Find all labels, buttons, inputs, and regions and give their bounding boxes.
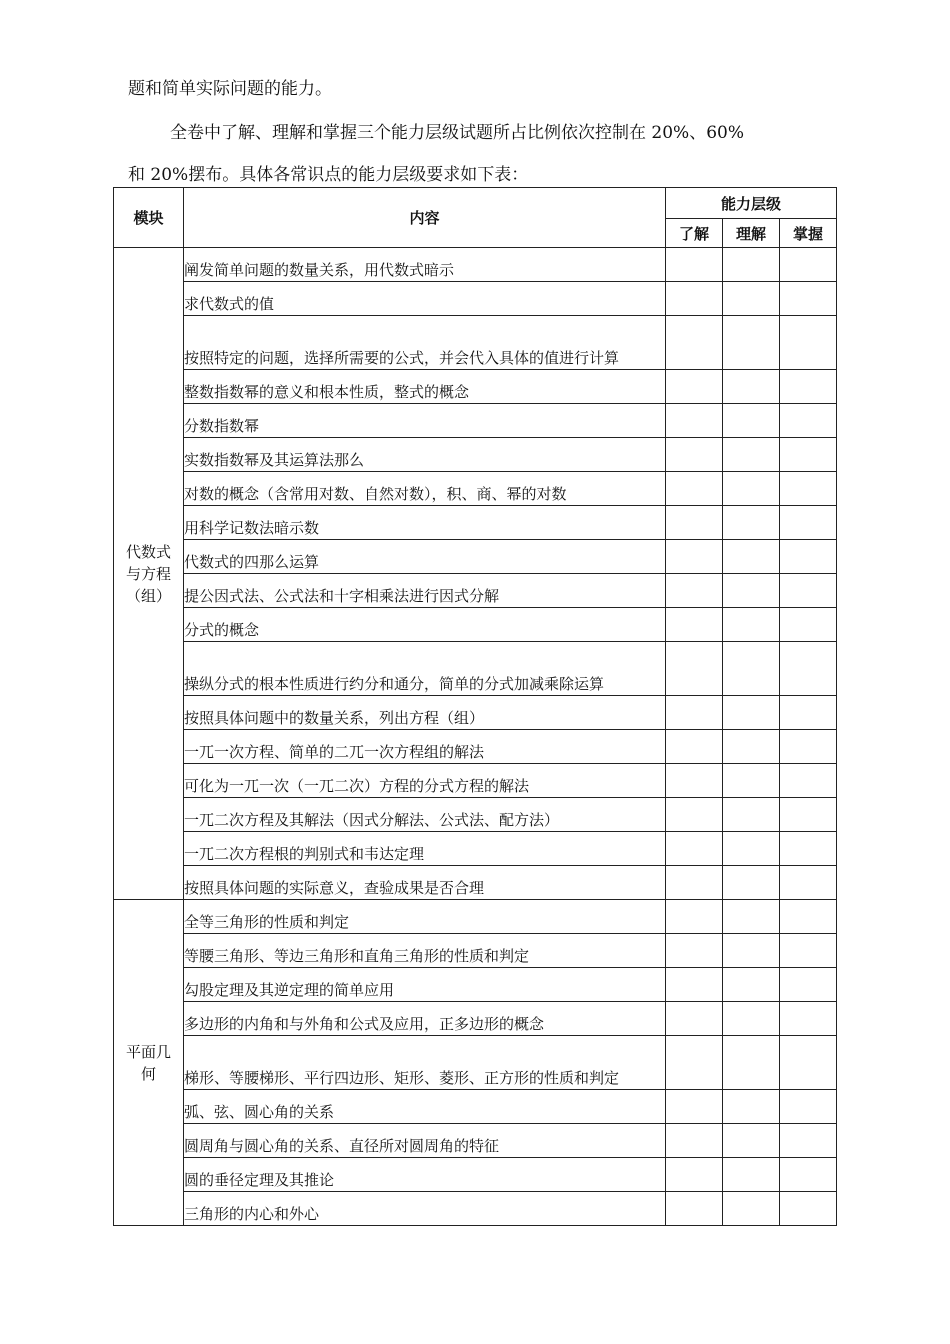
content-cell: 提公因式法、公式法和十字相乘法进行因式分解 (184, 574, 666, 608)
table-row (114, 642, 837, 696)
level-cell-comprehend[interactable] (723, 934, 780, 968)
content-cell: 一兀一次方程、简单的二兀一次方程组的解法 (184, 730, 666, 764)
level-cell-understand[interactable] (666, 1124, 723, 1158)
level-cell-understand[interactable] (666, 696, 723, 730)
level-cell-comprehend[interactable] (723, 282, 780, 316)
table-row (114, 1036, 837, 1090)
table-row (114, 506, 837, 540)
table-row (114, 1090, 837, 1124)
paragraph-ratio: 全卷中了解、理解和掌握三个能力层级试题所占比例依次控制在 20%、60% (170, 123, 744, 143)
level-cell-understand[interactable] (666, 608, 723, 642)
content-cell: 分式的概念 (184, 608, 666, 642)
level-cell-comprehend[interactable] (723, 316, 780, 370)
level-cell-comprehend[interactable] (723, 506, 780, 540)
level-cell-master[interactable] (780, 1002, 837, 1036)
ability-level-table (113, 187, 837, 1226)
level-cell-master[interactable] (780, 798, 837, 832)
module-label-line: 何 (140, 1064, 156, 1083)
level-cell-master[interactable] (780, 1124, 837, 1158)
table-row (114, 574, 837, 608)
level-cell-master[interactable] (780, 316, 837, 370)
table-row (114, 282, 837, 316)
level-cell-master[interactable] (780, 1192, 837, 1226)
level-cell-comprehend[interactable] (723, 404, 780, 438)
content-cell: 操纵分式的根本性质进行约分和通分，简单的分式加减乘除运算 (184, 642, 666, 696)
level-cell-understand[interactable] (666, 900, 723, 934)
level-cell-comprehend[interactable] (723, 248, 780, 282)
level-cell-master[interactable] (780, 900, 837, 934)
level-cell-master[interactable] (780, 642, 837, 696)
level-cell-understand[interactable] (666, 866, 723, 900)
level-cell-understand[interactable] (666, 642, 723, 696)
level-cell-understand[interactable] (666, 316, 723, 370)
module-label-line: 平面几 (125, 1042, 171, 1061)
level-cell-understand[interactable] (666, 798, 723, 832)
level-cell-comprehend[interactable] (723, 574, 780, 608)
level-cell-master[interactable] (780, 608, 837, 642)
paragraph-continuation: 题和简单实际问题的能力。 (128, 79, 332, 99)
level-cell-understand[interactable] (666, 730, 723, 764)
module-cell (114, 248, 184, 900)
content-cell: 阐发简单问题的数量关系，用代数式暗示 (184, 248, 666, 282)
table-row (114, 1158, 837, 1192)
table-row (114, 1002, 837, 1036)
level-cell-understand[interactable] (666, 370, 723, 404)
level-cell-understand[interactable] (666, 1002, 723, 1036)
table-row (114, 934, 837, 968)
table-row (114, 900, 837, 934)
level-cell-comprehend[interactable] (723, 1036, 780, 1090)
table-row (114, 608, 837, 642)
level-cell-comprehend[interactable] (723, 1192, 780, 1226)
content-cell: 一兀二次方程及其解法（因式分解法、公式法、配方法） (184, 798, 666, 832)
content-cell: 圆周角与圆心角的关系、直径所对圆周角的特征 (184, 1124, 666, 1158)
content-cell: 等腰三角形、等边三角形和直角三角形的性质和判定 (184, 934, 666, 968)
content-cell: 代数式的四那么运算 (184, 540, 666, 574)
level-cell-master[interactable] (780, 1158, 837, 1192)
table-row (114, 832, 837, 866)
level-cell-comprehend[interactable] (723, 832, 780, 866)
level-cell-understand[interactable] (666, 1090, 723, 1124)
module-label-line: （组） (125, 586, 171, 605)
content-cell: 实数指数幂及其运算法那么 (184, 438, 666, 472)
level-cell-comprehend[interactable] (723, 1158, 780, 1192)
level-cell-understand[interactable] (666, 1036, 723, 1090)
level-cell-master[interactable] (780, 1090, 837, 1124)
level-cell-master[interactable] (780, 968, 837, 1002)
level-cell-master[interactable] (780, 696, 837, 730)
level-cell-master[interactable] (780, 832, 837, 866)
level-cell-master[interactable] (780, 370, 837, 404)
level-cell-comprehend[interactable] (723, 472, 780, 506)
level-cell-comprehend[interactable] (723, 1090, 780, 1124)
level-cell-understand[interactable] (666, 1158, 723, 1192)
level-cell-comprehend[interactable] (723, 642, 780, 696)
level-cell-comprehend[interactable] (723, 608, 780, 642)
content-cell: 对数的概念（含常用对数、自然对数），积、商、幂的对数 (184, 472, 666, 506)
table-row (114, 316, 837, 370)
table-row (114, 370, 837, 404)
level-cell-understand[interactable] (666, 282, 723, 316)
level-cell-comprehend[interactable] (723, 730, 780, 764)
table-row (114, 540, 837, 574)
level-cell-master[interactable] (780, 540, 837, 574)
level-cell-understand[interactable] (666, 404, 723, 438)
content-cell: 多边形的内角和与外角和公式及应用，正多边形的概念 (184, 1002, 666, 1036)
level-cell-comprehend[interactable] (723, 370, 780, 404)
level-cell-master[interactable] (780, 472, 837, 506)
content-cell: 按照具体问题的实际意义，查验成果是否合理 (184, 866, 666, 900)
content-cell: 用科学记数法暗示数 (184, 506, 666, 540)
paragraph-table-intro: 和 20%摆布。具体各常识点的能力层级要求如下表： (128, 165, 529, 185)
content-cell: 三角形的内心和外心 (184, 1192, 666, 1226)
content-cell: 一兀二次方程根的判别式和韦达定理 (184, 832, 666, 866)
level-cell-comprehend[interactable] (723, 1124, 780, 1158)
level-cell-understand[interactable] (666, 248, 723, 282)
module-label-line: 与方程 (125, 564, 171, 583)
level-cell-comprehend[interactable] (723, 798, 780, 832)
header-ability-level: 能力层级 (666, 188, 837, 219)
table-row (114, 1124, 837, 1158)
module-cell (114, 900, 184, 1226)
level-cell-understand[interactable] (666, 764, 723, 798)
table-row (114, 730, 837, 764)
table-row (114, 798, 837, 832)
table-row (114, 248, 837, 282)
table-row (114, 404, 837, 438)
table-row (114, 968, 837, 1002)
content-cell: 整数指数幂的意义和根本性质，整式的概念 (184, 370, 666, 404)
level-cell-comprehend[interactable] (723, 764, 780, 798)
level-cell-master[interactable] (780, 574, 837, 608)
level-cell-master[interactable] (780, 248, 837, 282)
table-row (114, 1192, 837, 1226)
content-cell: 可化为一兀一次（一兀二次）方程的分式方程的解法 (184, 764, 666, 798)
level-cell-comprehend[interactable] (723, 540, 780, 574)
content-cell: 按照具体问题中的数量关系，列出方程（组） (184, 696, 666, 730)
content-cell: 全等三角形的性质和判定 (184, 900, 666, 934)
level-cell-understand[interactable] (666, 934, 723, 968)
level-cell-understand[interactable] (666, 438, 723, 472)
level-cell-comprehend[interactable] (723, 1002, 780, 1036)
content-cell: 梯形、等腰梯形、平行四边形、矩形、菱形、正方形的性质和判定 (184, 1036, 666, 1090)
level-cell-understand[interactable] (666, 832, 723, 866)
header-content: 内容 (184, 188, 666, 248)
level-cell-master[interactable] (780, 438, 837, 472)
header-level-master: 掌握 (780, 219, 837, 248)
content-cell: 弧、弦、圆心角的关系 (184, 1090, 666, 1124)
table-row (114, 438, 837, 472)
header-level-comprehend: 理解 (723, 219, 780, 248)
header-level-understand: 了解 (666, 219, 723, 248)
table-row (114, 764, 837, 798)
table-row (114, 866, 837, 900)
content-cell: 求代数式的值 (184, 282, 666, 316)
level-cell-comprehend[interactable] (723, 438, 780, 472)
level-cell-comprehend[interactable] (723, 866, 780, 900)
level-cell-comprehend[interactable] (723, 900, 780, 934)
level-cell-understand[interactable] (666, 540, 723, 574)
content-cell: 分数指数幂 (184, 404, 666, 438)
table-row (114, 696, 837, 730)
level-cell-master[interactable] (780, 730, 837, 764)
level-cell-understand[interactable] (666, 1192, 723, 1226)
level-cell-comprehend[interactable] (723, 696, 780, 730)
level-cell-master[interactable] (780, 866, 837, 900)
header-module: 模块 (114, 188, 184, 248)
content-cell: 勾股定理及其逆定理的简单应用 (184, 968, 666, 1002)
table-row (114, 472, 837, 506)
level-cell-master[interactable] (780, 1036, 837, 1090)
level-cell-master[interactable] (780, 764, 837, 798)
level-cell-master[interactable] (780, 282, 837, 316)
level-cell-understand[interactable] (666, 472, 723, 506)
content-cell: 按照特定的问题，选择所需要的公式，并会代入具体的值进行计算 (184, 316, 666, 370)
level-cell-master[interactable] (780, 404, 837, 438)
level-cell-master[interactable] (780, 506, 837, 540)
level-cell-comprehend[interactable] (723, 968, 780, 1002)
level-cell-understand[interactable] (666, 574, 723, 608)
level-cell-understand[interactable] (666, 506, 723, 540)
level-cell-master[interactable] (780, 934, 837, 968)
content-cell: 圆的垂径定理及其推论 (184, 1158, 666, 1192)
module-label-line: 代数式 (125, 542, 171, 561)
level-cell-understand[interactable] (666, 968, 723, 1002)
